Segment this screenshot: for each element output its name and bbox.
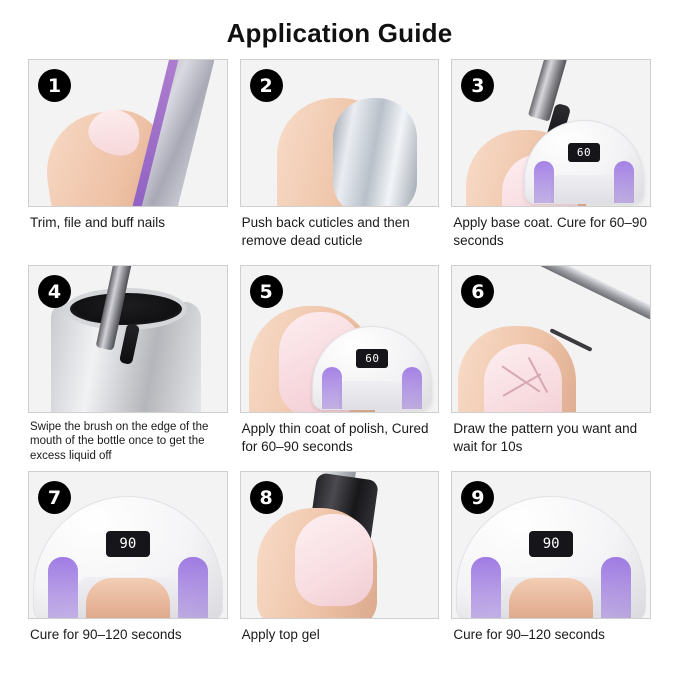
step-card-5 bbox=[240, 265, 440, 465]
step-caption-5: Apply thin coat of polish, Cured for 60–90 seconds bbox=[241, 421, 429, 454]
step-caption-3: Apply base coat. Cure for 60–90 seconds bbox=[453, 215, 647, 248]
steps-grid bbox=[0, 59, 679, 671]
silver-nail-illustration bbox=[333, 98, 417, 207]
lamp-cavity bbox=[551, 175, 617, 203]
lamp-timer-display: 90 bbox=[106, 531, 150, 557]
step-caption-7: Cure for 90–120 seconds bbox=[30, 627, 182, 642]
lamp-uv-glow-left bbox=[534, 161, 554, 203]
step-image-8 bbox=[240, 471, 440, 619]
finger-illustration bbox=[458, 326, 576, 413]
step-number-badge: 5 bbox=[250, 275, 283, 308]
step-card-8 bbox=[240, 471, 440, 671]
lamp-uv-glow-right bbox=[402, 367, 422, 409]
bottle-mouth bbox=[65, 288, 187, 330]
nail-illustration bbox=[295, 514, 373, 606]
lamp-uv-glow-right bbox=[601, 557, 631, 619]
lamp-uv-glow-right bbox=[614, 161, 634, 203]
lamp-cavity bbox=[339, 381, 405, 409]
step-image-6 bbox=[451, 265, 651, 413]
step-card-9 bbox=[451, 471, 651, 671]
lamp-uv-glow-left bbox=[48, 557, 78, 619]
step-number-badge: 9 bbox=[461, 481, 494, 514]
step-image-9 bbox=[451, 471, 651, 619]
step-caption-9: Cure for 90–120 seconds bbox=[453, 627, 605, 642]
page-title: Application Guide bbox=[226, 18, 453, 48]
liner-brush-icon bbox=[519, 265, 651, 321]
step-image-7 bbox=[28, 471, 228, 619]
nail-illustration bbox=[484, 344, 562, 413]
hand-illustration bbox=[86, 578, 170, 618]
lamp-uv-glow-right bbox=[178, 557, 208, 619]
step-card-4 bbox=[28, 265, 228, 465]
step-image-1 bbox=[28, 59, 228, 207]
lamp-timer-display: 60 bbox=[356, 349, 388, 368]
step-card-1 bbox=[28, 59, 228, 259]
step-caption-6: Draw the pattern you want and wait for 10s bbox=[453, 421, 638, 454]
step-number-badge: 7 bbox=[38, 481, 71, 514]
step-caption-2: Push back cuticles and then remove dead cuticle bbox=[241, 215, 410, 248]
lamp-timer-display: 60 bbox=[568, 143, 600, 162]
step-caption-1: Trim, file and buff nails bbox=[30, 215, 166, 230]
step-number-badge: 8 bbox=[250, 481, 283, 514]
finger-illustration bbox=[277, 98, 399, 207]
lamp-timer-display: 90 bbox=[529, 531, 573, 557]
step-card-2 bbox=[240, 59, 440, 259]
step-image-3 bbox=[451, 59, 651, 207]
step-card-6 bbox=[451, 265, 651, 465]
step-number-badge: 1 bbox=[38, 69, 71, 102]
finger-illustration bbox=[257, 508, 377, 619]
step-image-4 bbox=[28, 265, 228, 413]
step-number-badge: 3 bbox=[461, 69, 494, 102]
step-number-badge: 4 bbox=[38, 275, 71, 308]
hand-illustration bbox=[509, 578, 593, 618]
step-image-2 bbox=[240, 59, 440, 207]
step-card-7 bbox=[28, 471, 228, 671]
lamp-uv-glow-left bbox=[322, 367, 342, 409]
step-image-5 bbox=[240, 265, 440, 413]
step-caption-8: Apply top gel bbox=[241, 627, 320, 642]
lamp-uv-glow-left bbox=[471, 557, 501, 619]
step-number-badge: 2 bbox=[250, 69, 283, 102]
step-number-badge: 6 bbox=[461, 275, 494, 308]
step-card-3 bbox=[451, 59, 651, 259]
nail-art-stroke bbox=[503, 373, 542, 397]
step-caption-4: Swipe the brush on the edge of the mouth of the bottle once to get the excess liquid off bbox=[30, 421, 209, 462]
